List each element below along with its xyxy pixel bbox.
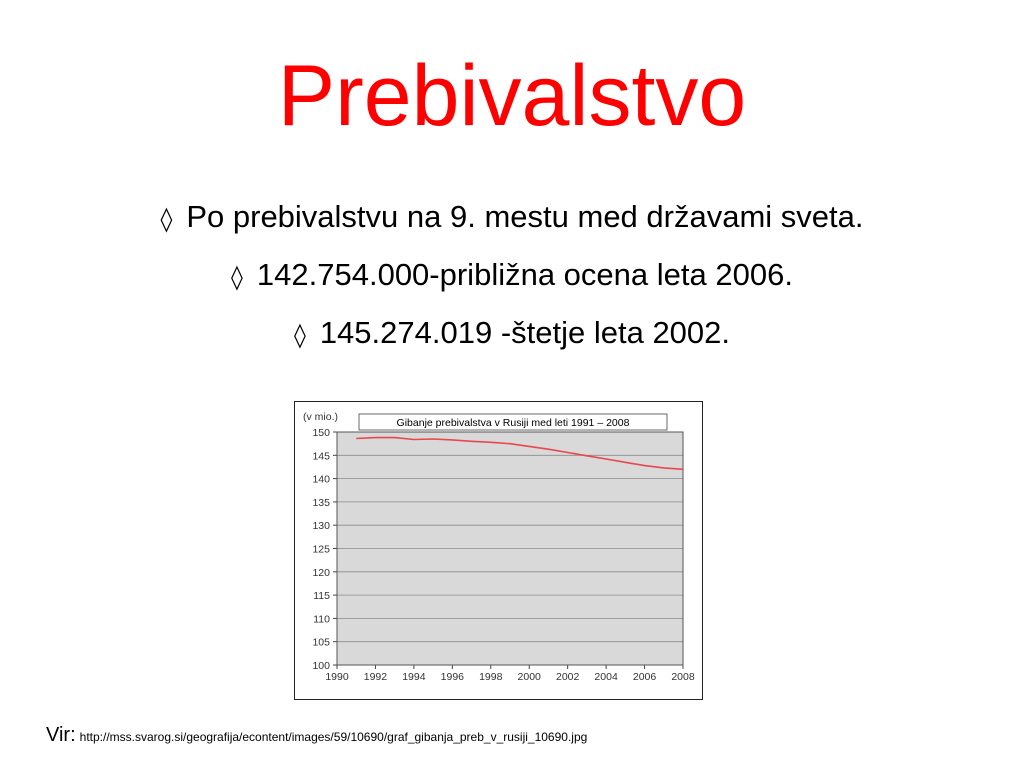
y-tick-label: 125 xyxy=(312,543,330,556)
source-url[interactable]: http://mss.svarog.si/geografija/econtent/images/59/10690/graf_gibanja_preb_v_rusiji_10690.jpg xyxy=(79,730,588,744)
chart-unit-label: (v mio.) xyxy=(303,411,338,423)
x-tick-label: 1994 xyxy=(402,671,426,683)
y-tick-label: 110 xyxy=(313,613,330,626)
bullet-item xyxy=(0,246,1024,304)
population-chart xyxy=(294,401,703,700)
x-tick-label: 2002 xyxy=(555,671,580,683)
slide-title: Prebivalstvo xyxy=(277,48,747,144)
x-tick-label: 1992 xyxy=(363,671,388,683)
source-citation xyxy=(46,724,587,747)
y-tick-label: 100 xyxy=(312,660,330,672)
bullet-item xyxy=(0,304,1024,362)
y-tick-label: 120 xyxy=(312,566,330,579)
chart-title: Gibanje prebivalstva v Rusiji med leti 1991 – 2008 xyxy=(396,417,630,429)
bullet-text: Po prebivalstvu na 9. mestu med državami sveta. xyxy=(186,199,864,234)
y-tick-label: 145 xyxy=(312,450,330,463)
y-tick-label: 135 xyxy=(312,496,330,509)
bullet-item xyxy=(0,188,1024,246)
x-tick-label: 1998 xyxy=(479,671,503,683)
x-tick-label: 2000 xyxy=(517,671,541,683)
bullet-text: 145.274.019 -štetje leta 2002. xyxy=(319,315,731,350)
chart-svg xyxy=(295,402,704,701)
x-tick-label: 2008 xyxy=(671,671,695,683)
y-tick-label: 130 xyxy=(312,520,330,533)
bullet-text: 142.754.000-približna ocena leta 2006. xyxy=(256,257,793,292)
source-label: Vir: xyxy=(46,724,76,746)
diamond-bullet-icon: ◊ xyxy=(231,263,243,291)
x-tick-label: 2004 xyxy=(594,671,618,683)
diamond-bullet-icon: ◊ xyxy=(160,205,173,233)
x-tick-label: 1990 xyxy=(325,671,349,683)
x-tick-label: 2006 xyxy=(632,671,657,683)
diamond-bullet-icon: ◊ xyxy=(293,321,306,349)
y-tick-label: 140 xyxy=(312,473,330,486)
bullet-list xyxy=(0,188,1024,362)
y-tick-label: 150 xyxy=(312,427,330,439)
y-tick-label: 105 xyxy=(312,636,330,649)
x-tick-label: 1996 xyxy=(440,671,465,683)
y-tick-label: 115 xyxy=(313,590,330,603)
